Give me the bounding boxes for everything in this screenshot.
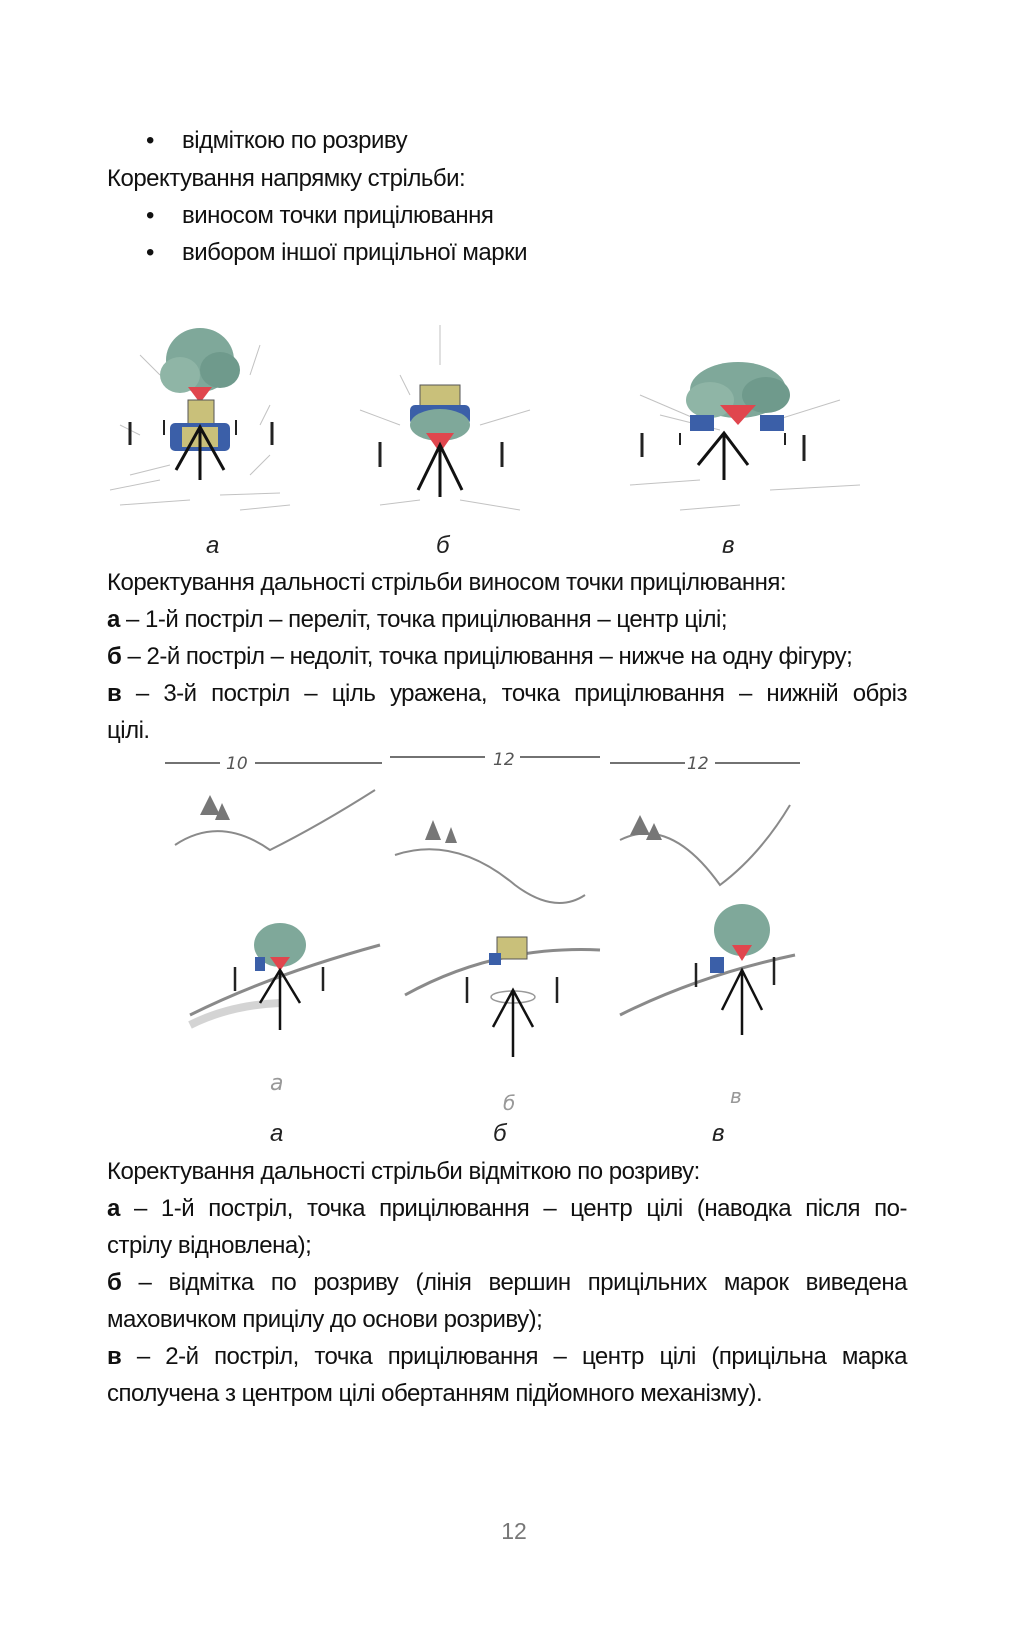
vehicle [497,937,527,959]
item-text: – 3-й постріл – ціль уражена, точка прицілювання – нижній обріз [121,680,907,707]
bullet-text: відміткою по розриву [182,127,408,154]
section1-item-b [107,638,907,676]
section2-item-c [107,1338,907,1376]
bullet-item [146,234,946,272]
section2-item-a [107,1190,907,1228]
section1-item-a [107,601,907,639]
aiming-mark [418,445,462,497]
section2-heading: Коректування дальності стрільби відміткою по розриву: [107,1158,700,1185]
scale-label-a: 10 [226,754,248,774]
item-text: – 1-й постріл, точка прицілювання – центр цілі (наводка після по- [119,1195,907,1222]
item-letter: а [107,606,120,633]
panel-c-terrain [620,805,795,1108]
item-letter: в [107,680,122,707]
panel-a-illustration [110,328,290,510]
scale-label-b: 12 [493,750,515,770]
figure1-caption-b: б [436,532,450,559]
panel-a-terrain [175,790,380,1096]
figure-aim-point-correction [100,315,880,530]
figure-burst-mark-correction [160,745,810,1120]
bullet-dot: • [146,127,154,154]
bullet-dot: • [146,202,154,229]
sub-label-c: в [730,1084,742,1108]
figure2-caption-b: б [493,1120,507,1147]
section2-item-c-continued: сполучена з центром цілі обертанням підйомного механізму). [107,1380,763,1407]
section1-item-c-continued: цілі. [107,717,150,744]
figure2-caption-c: в [712,1120,725,1147]
item-letter: б [107,1269,122,1296]
sub-label-a: а [270,1071,284,1096]
direction-heading: Коректування напрямку стрільби: [107,165,466,192]
scale-label-c: 12 [687,754,709,774]
section2-item-b-continued: маховичком прицілу до основи розриву); [107,1306,543,1333]
item-text: – 1-й постріл – переліт, точка прицілювання – центр цілі; [119,606,728,633]
panel-b-illustration [360,325,530,510]
section2-item-a-continued: стрілу відновлена); [107,1232,312,1259]
aiming-mark [698,433,748,480]
item-letter: в [107,1343,122,1370]
section2-item-b [107,1264,907,1302]
figure2-caption-a: а [270,1120,284,1147]
section1-item-c [107,675,907,713]
figure1-caption-c: в [722,532,735,559]
page-number: 12 [501,1518,527,1544]
item-letter: б [107,643,122,670]
aiming-mark [722,970,762,1035]
bullet-item [146,197,946,235]
bullet-dot: • [146,239,154,266]
aiming-mark [493,990,533,1057]
item-text: – 2-й постріл, точка прицілювання – центр цілі (прицільна марка [121,1343,907,1370]
section1-heading: Коректування дальності стрільби виносом точки прицілювання: [107,569,787,596]
item-letter: а [107,1195,120,1222]
bullet-item [146,122,946,160]
bullet-text: вибором іншої прицільної марки [182,239,528,266]
item-text: – відмітка по розриву (лінія вершин прицільних марок виведена [121,1269,907,1296]
sub-label-b: б [503,1091,516,1115]
panel-b-terrain [395,820,600,1115]
item-text: – 2-й постріл – недоліт, точка прицілювання – нижче на одну фігуру; [121,643,853,670]
bullet-text: виносом точки прицілювання [182,202,494,229]
panel-c-illustration [630,362,860,510]
figure1-caption-a: а [206,532,220,559]
